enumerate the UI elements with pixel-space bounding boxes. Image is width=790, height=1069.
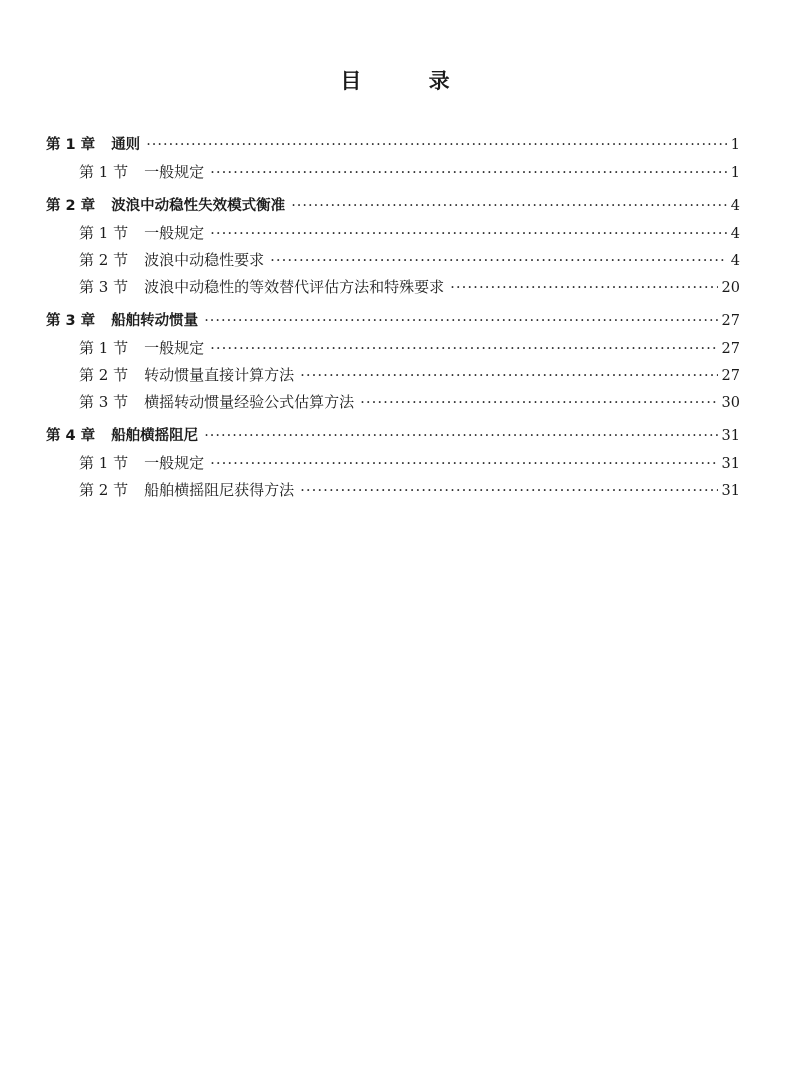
section-title: 波浪中动稳性的等效替代评估方法和特殊要求	[144, 278, 445, 296]
chapter-number: 第 3 章	[46, 313, 96, 329]
section-title: 横摇转动惯量经验公式估算方法	[144, 393, 355, 411]
dot-leader	[204, 308, 717, 335]
page-number: 30	[721, 395, 740, 411]
chapter-number: 第 1 章	[46, 137, 96, 153]
page-number: 27	[721, 368, 740, 384]
page-title: 目 录	[340, 69, 480, 93]
toc-section-row[interactable]	[46, 274, 740, 301]
dot-leader	[204, 423, 717, 450]
dot-leader	[300, 477, 717, 504]
toc-section-row[interactable]	[46, 389, 740, 416]
toc-section-row[interactable]	[46, 159, 740, 186]
dot-leader	[270, 247, 727, 274]
toc-chapter-row[interactable]	[46, 423, 740, 450]
page-number: 27	[721, 341, 740, 357]
toc-section-row[interactable]	[46, 335, 740, 362]
chapter-title: 船舶横摇阻尼	[111, 428, 199, 444]
chapter-block	[46, 308, 740, 416]
page-number: 1	[730, 137, 740, 153]
section-number: 第 2 节	[79, 481, 129, 499]
chapter-title: 船舶转动惯量	[111, 313, 199, 329]
dot-leader	[210, 159, 727, 186]
toc-section-row[interactable]	[46, 450, 740, 477]
toc-section-row[interactable]	[46, 477, 740, 504]
dot-leader	[300, 362, 717, 389]
toc-chapter-row[interactable]	[46, 193, 740, 220]
section-title: 波浪中动稳性要求	[144, 251, 265, 269]
section-number: 第 1 节	[79, 454, 129, 472]
page-number: 31	[721, 428, 740, 444]
section-number: 第 1 节	[79, 224, 129, 242]
section-title: 一般规定	[144, 454, 205, 472]
toc-chapter-row[interactable]	[46, 308, 740, 335]
chapter-number: 第 4 章	[46, 428, 96, 444]
section-number: 第 2 节	[79, 366, 129, 384]
dot-leader	[360, 389, 717, 416]
dot-leader	[146, 132, 727, 159]
section-title: 一般规定	[144, 339, 205, 357]
page-number: 1	[730, 165, 740, 181]
section-title: 转动惯量直接计算方法	[144, 366, 295, 384]
section-number: 第 3 节	[79, 278, 129, 296]
toc-section-row[interactable]	[46, 220, 740, 247]
dot-leader	[210, 450, 717, 477]
page-number: 27	[721, 313, 740, 329]
chapter-title: 波浪中动稳性失效模式衡准	[111, 198, 286, 214]
section-title: 船舶横摇阻尼获得方法	[144, 481, 295, 499]
chapter-number: 第 2 章	[46, 198, 96, 214]
chapter-block	[46, 193, 740, 301]
page-number: 31	[721, 456, 740, 472]
dot-leader	[291, 193, 727, 220]
section-number: 第 2 节	[79, 251, 129, 269]
page-number: 31	[721, 483, 740, 499]
section-title: 一般规定	[144, 163, 205, 181]
chapter-block	[46, 423, 740, 504]
section-number: 第 3 节	[79, 393, 129, 411]
page-number: 4	[730, 198, 740, 214]
dot-leader	[450, 274, 717, 301]
section-title: 一般规定	[144, 224, 205, 242]
section-number: 第 1 节	[79, 339, 129, 357]
page-number: 4	[730, 253, 740, 269]
toc-chapter-row[interactable]	[46, 132, 740, 159]
chapter-title: 通则	[111, 137, 141, 153]
toc-section-row[interactable]	[46, 362, 740, 389]
dot-leader	[210, 220, 727, 247]
toc-section-row[interactable]	[46, 247, 740, 274]
page-number: 4	[730, 226, 740, 242]
section-number: 第 1 节	[79, 163, 129, 181]
page-number: 20	[721, 280, 740, 296]
table-of-contents	[46, 132, 740, 511]
dot-leader	[210, 335, 717, 362]
chapter-block	[46, 132, 740, 186]
